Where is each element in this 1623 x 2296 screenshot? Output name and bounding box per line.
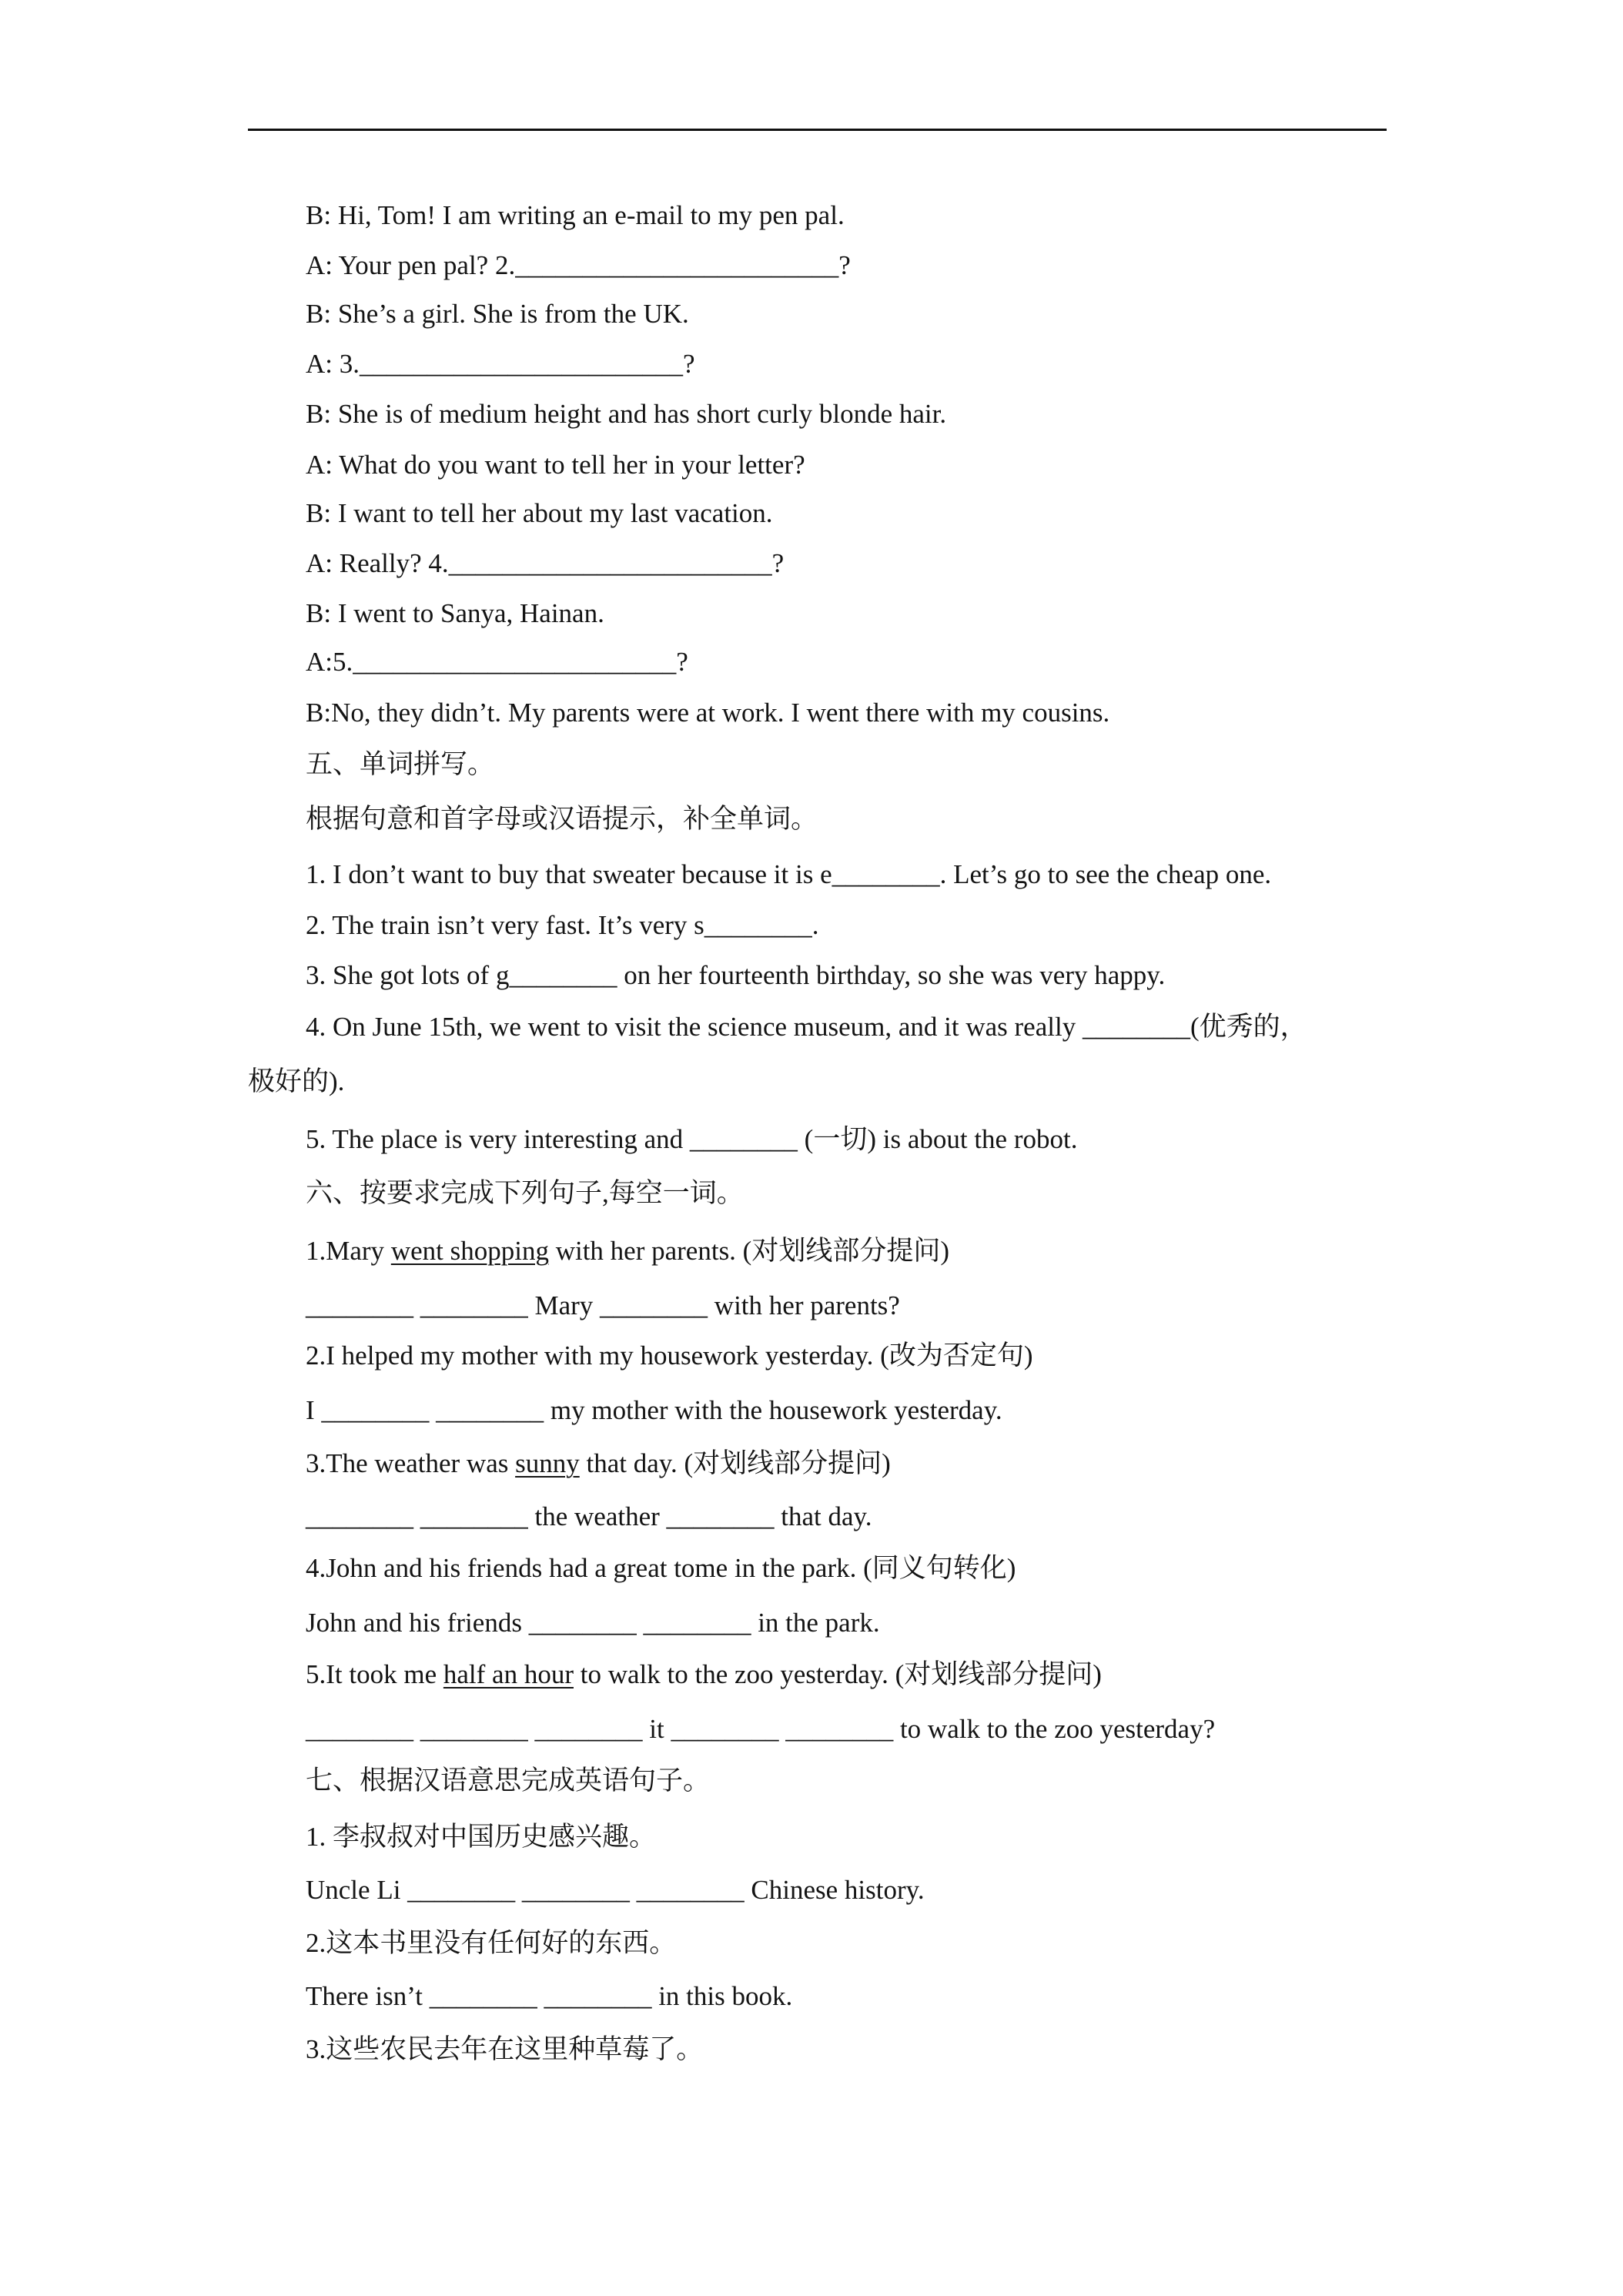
dialogue-line: A: What do you want to tell her in your letter? xyxy=(306,450,805,480)
answer-line: Uncle Li ________ ________ ________ Chinese history. xyxy=(306,1875,925,1905)
chinese-prompt: 3.这些农民去年在这里种草莓了。 xyxy=(306,2034,704,2064)
dialogue-line: B:No, they didn’t. My parents were at work. I went there with my cousins. xyxy=(306,698,1110,728)
answer-line: I ________ ________ my mother with the housework yesterday. xyxy=(306,1395,1002,1425)
exercise-item: 2. The train isn’t very fast. It’s very s________. xyxy=(306,910,819,940)
exercise-item-continuation: 极好的). xyxy=(248,1066,345,1096)
exercise-item: 5. The place is very interesting and ________ (一切) is about the robot. xyxy=(306,1124,1078,1154)
answer-line: John and his friends ________ ________ in the park. xyxy=(306,1608,880,1638)
answer-line: ________ ________ ________ it ________ ________ to walk to the zoo yesterday? xyxy=(306,1714,1216,1744)
header-rule xyxy=(248,129,1387,131)
prompt-text: with her parents. (对划线部分提问) xyxy=(548,1236,949,1266)
prompt-text: 5.It took me xyxy=(306,1659,443,1689)
prompt-text: 3.The weather was xyxy=(306,1448,516,1478)
section-heading: 七、根据汉语意思完成英语句子。 xyxy=(306,1766,711,1796)
prompt-text: 1.Mary xyxy=(306,1236,391,1266)
exercise-prompt xyxy=(306,1658,1102,1692)
prompt-text: to walk to the zoo yesterday. (对划线部分提问) xyxy=(573,1659,1102,1689)
chinese-prompt: 2.这本书里没有任何好的东西。 xyxy=(306,1928,677,1958)
underlined-phrase: half an hour xyxy=(443,1659,574,1689)
prompt-text: that day. (对划线部分提问) xyxy=(579,1448,891,1478)
section-heading: 五、单词拼写。 xyxy=(306,749,495,779)
dialogue-line: A:5.________________________? xyxy=(306,647,688,677)
dialogue-line: B: She’s a girl. She is from the UK. xyxy=(306,299,689,329)
underlined-phrase: went shopping xyxy=(390,1236,549,1266)
dialogue-line: B: I want to tell her about my last vacation. xyxy=(306,498,773,528)
dialogue-line: A: 3.________________________? xyxy=(306,349,695,379)
exercise-prompt: 2.I helped my mother with my housework yesterday. (改为否定句) xyxy=(306,1340,1033,1371)
answer-line: ________ ________ the weather ________ that day. xyxy=(306,1501,872,1531)
dialogue-line: B: I went to Sanya, Hainan. xyxy=(306,598,604,628)
underlined-phrase: sunny xyxy=(515,1448,580,1478)
dialogue-line: A: Really? 4.________________________? xyxy=(306,548,785,578)
dialogue-line: B: Hi, Tom! I am writing an e-mail to my pen pal. xyxy=(306,200,845,230)
answer-line: There isn’t ________ ________ in this book. xyxy=(306,1981,793,2011)
dialogue-line: A: Your pen pal? 2.________________________? xyxy=(306,250,851,280)
exercise-prompt xyxy=(306,1234,949,1268)
chinese-prompt: 1. 李叔叔对中国历史感兴趣。 xyxy=(306,1822,657,1852)
exercise-item: 1. I don’t want to buy that sweater because it is e________. Let’s go to see the cheap one. xyxy=(306,859,1272,889)
section-instruction: 根据句意和首字母或汉语提示，补全单词。 xyxy=(306,804,818,834)
exercise-prompt: 4.John and his friends had a great tome in the park. (同义句转化) xyxy=(306,1553,1016,1583)
exercise-item: 4. On June 15th, we went to visit the science museum, and it was really ________(优秀的， xyxy=(306,1012,1307,1042)
exercise-prompt xyxy=(306,1447,891,1481)
answer-line: ________ ________ Mary ________ with her parents? xyxy=(306,1290,900,1320)
dialogue-line: B: She is of medium height and has short curly blonde hair. xyxy=(306,399,947,429)
section-heading: 六、按要求完成下列句子,每空一词。 xyxy=(306,1178,744,1208)
exercise-item: 3. She got lots of g________ on her fourteenth birthday, so she was very happy. xyxy=(306,960,1166,990)
